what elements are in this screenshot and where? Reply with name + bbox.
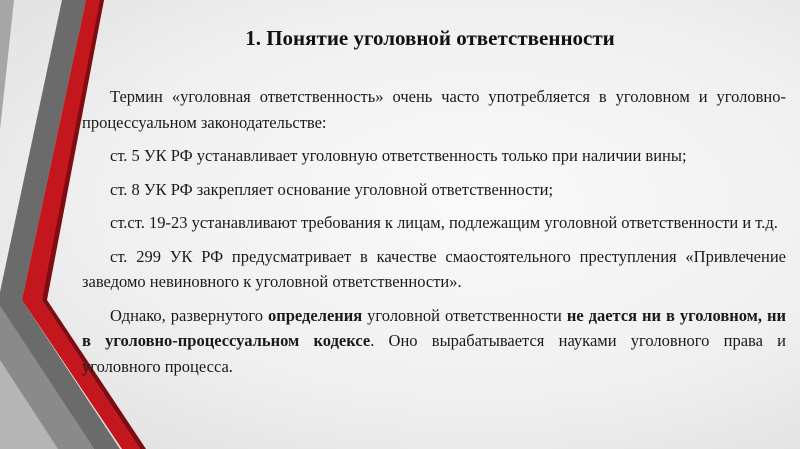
- stripe-light-gray: [0, 0, 14, 130]
- conclusion-text-3: . Оно вырабатывается науками уголовного права и уголовного процесса.: [82, 331, 786, 376]
- paragraph-conclusion: [82, 303, 786, 380]
- paragraph-articles-19-23: ст.ст. 19-23 устанавливают требования к лицам, подлежащим уголовной ответственности и т.д.: [110, 213, 778, 232]
- paragraph-article-5: ст. 5 УК РФ устанавливает уголовную ответственность только при наличии вины;: [110, 146, 687, 165]
- slide-title: 1. Понятие уголовной ответственности: [245, 26, 615, 50]
- conclusion-bold-not-given: не дается ни в уголовном, ни в уголовно-процессуальном кодексе: [82, 305, 787, 350]
- conclusion-text-1: Однако, развернутого: [110, 305, 268, 325]
- paragraph-article-299: ст. 299 УК РФ предусматривает в качестве смаостоятельного преступления «Привлечение заведомо невиновного к уголовной ответственности».: [82, 246, 786, 291]
- paragraph-article-8: ст. 8 УК РФ закрепляет основание уголовной ответственности;: [110, 179, 554, 199]
- conclusion-text-2: уголовной ответственности: [362, 305, 567, 325]
- slide-content: [82, 84, 786, 379]
- paragraph-term: Термин «уголовная ответственность» очень часто употребляется в уголовном и уголовно-процессуальном законодательстве:: [82, 87, 786, 132]
- conclusion-bold-definition: определения: [268, 305, 363, 325]
